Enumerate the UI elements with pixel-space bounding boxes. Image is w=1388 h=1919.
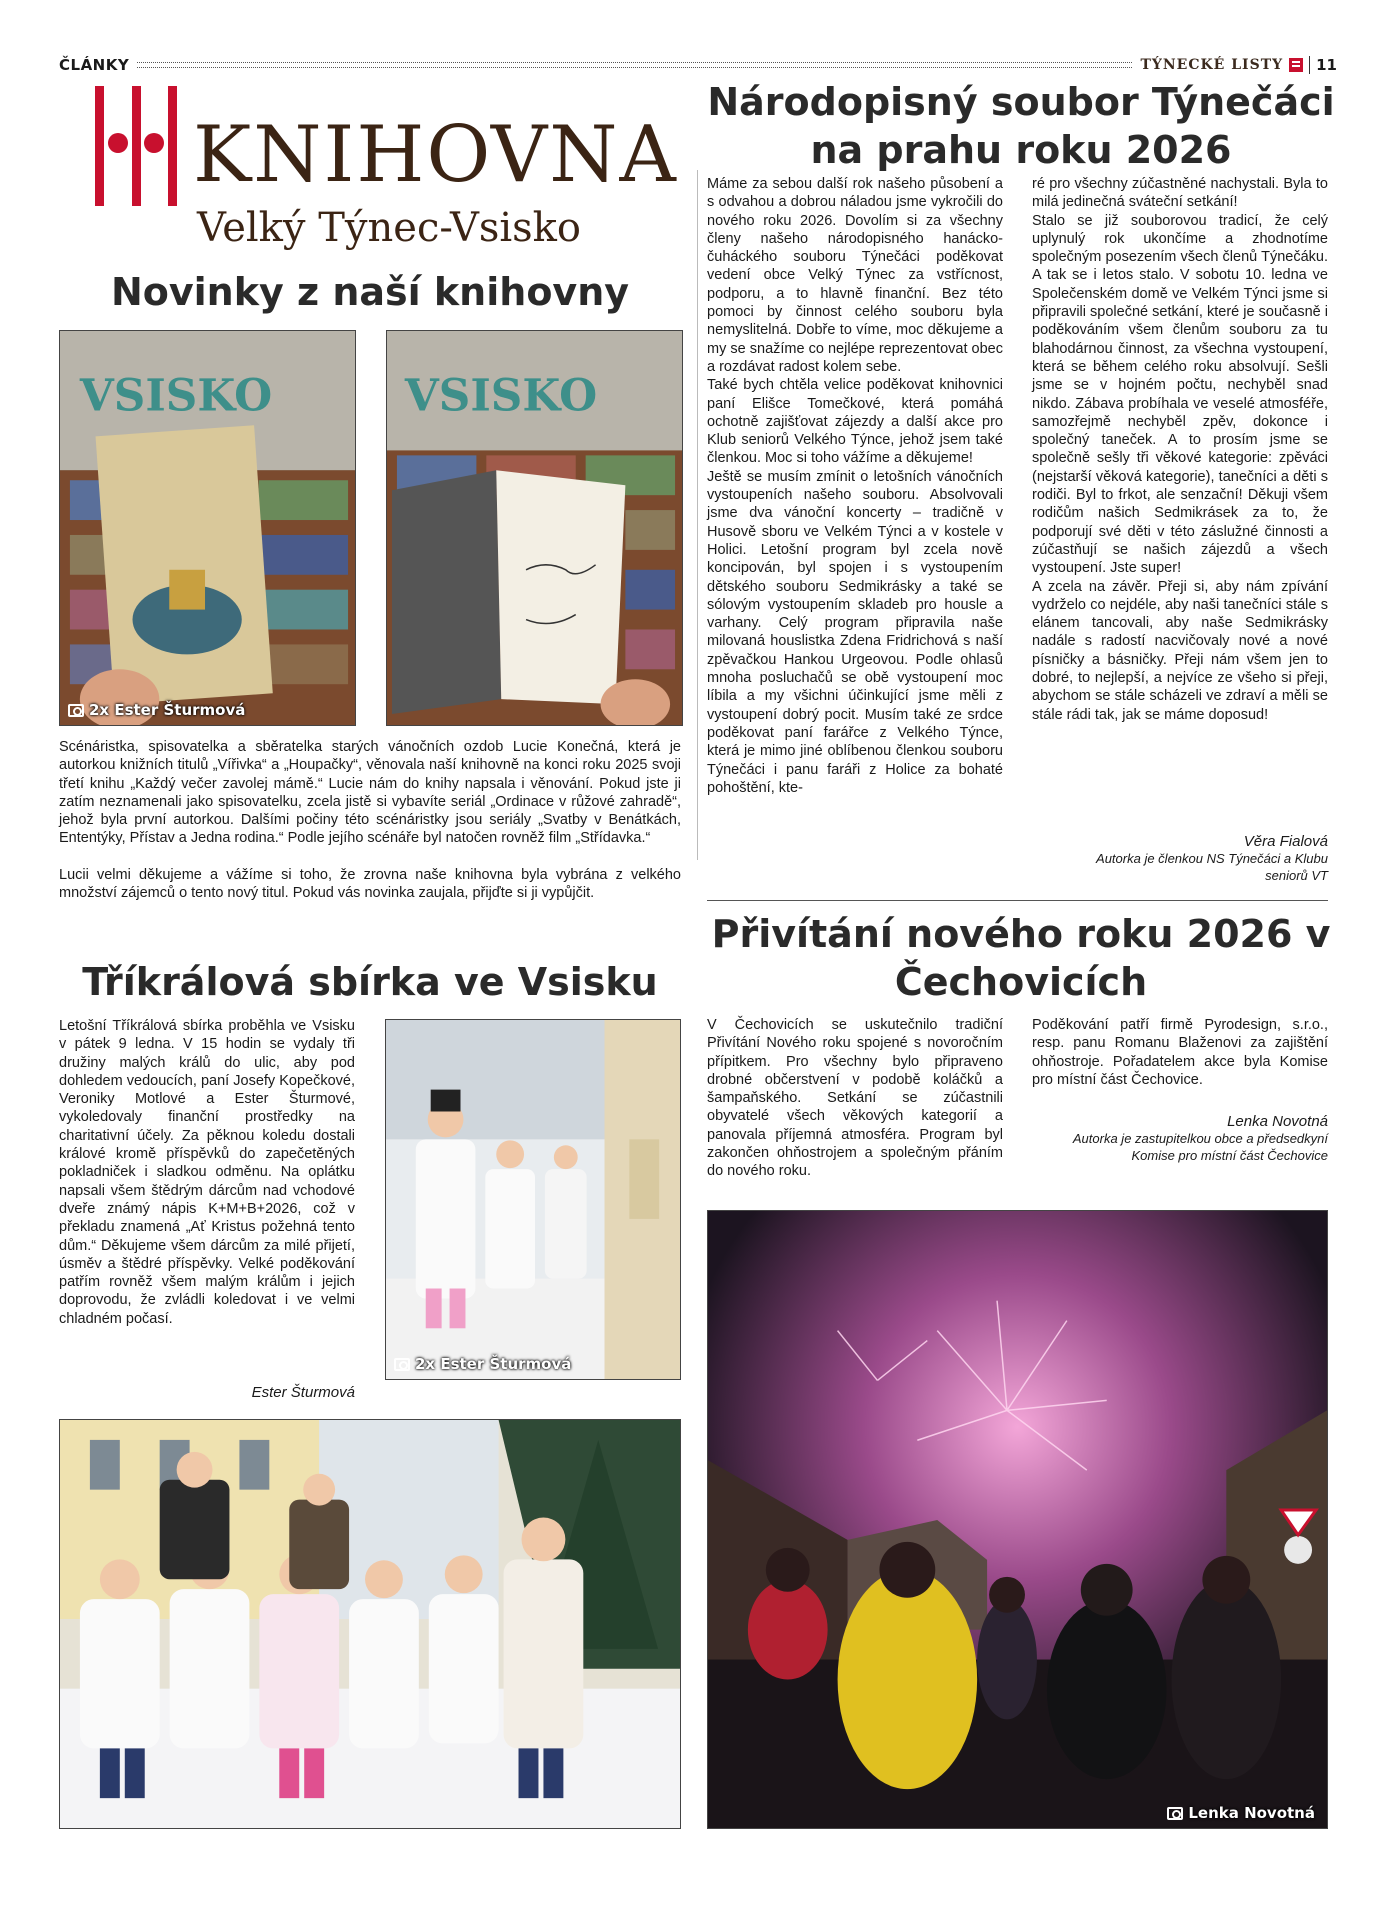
- library-sign-right: VSISKO: [404, 370, 598, 422]
- library-logo: [95, 86, 678, 256]
- column-rule: [697, 170, 698, 860]
- newyear-author: Lenka Novotná: [1227, 1113, 1328, 1130]
- kings-photo-doorway: [385, 1019, 681, 1380]
- folk-column-1: [707, 175, 1003, 797]
- header-separator: [1309, 56, 1310, 74]
- paper-name: TÝNECKÉ LISTY: [1140, 57, 1284, 73]
- library-photo-dedication: [386, 330, 683, 726]
- kings-article-title: Tříkrálová sbírka ve Vsisku: [82, 960, 658, 1004]
- kings-photo-group: [59, 1419, 681, 1829]
- folk-author-role: Autorka je členkou NS Týnečáci a Klubu seniorů VT: [1096, 851, 1328, 883]
- folk-paragraph: Ještě se musím zmínit o letošních vánočních vystoupeních našeho souboru. Absolvovali jsme dva vánoční koncerty – tradičně v Husově sboru ve Velkém Týnci a v kostele v Holici. Letošní program byl zcela nově koncipován, byl spojen i s vystoupením dětského souboru Sedmikrásky a také se sólovým vystoupením skladeb pro housle a varhany. Celý program připravila naše milovaná houslistka Zdena Fridrichová s naší zpěvačkou Hankou Urgeovou. Podle ohlasů mnoha posluchačů se obě vystoupení moc líbila a my všichni účinkující jsme měli z vystoupení dobrý pocit. Musím také ze srdce poděkovat paní farářce z Velkého Týnce, která je mimo jiné oblíbenou členkou souboru Týnečáci i panu faráři z Holice za bohaté pohoštění, kte-: [707, 468, 1003, 796]
- camera-icon: [68, 704, 84, 717]
- page-number: 11: [1316, 56, 1337, 74]
- library-sign-left: VSISKO: [79, 370, 273, 422]
- library-photo-book-cover: [59, 330, 356, 726]
- folk-author: Věra Fialová: [1243, 833, 1328, 850]
- folk-paragraph: ré pro všechny zúčastněné nachystali. Byla to milá jedinečná sváteční setkání!: [1032, 176, 1328, 211]
- newyear-article-title: Přivítání nového roku 2026 v Čechovicích: [711, 912, 1331, 1004]
- folk-paragraph: Stalo se již souborovou tradicí, že celý uplynulý rok ukončíme a zhodnotíme společným posezením všech členů Týnečáku. A tak se i letos stalo. V sobotu 10. ledna ve Společenském domě ve Velkém Týnci jsme si připravili společné setkání, které je současně i poděkováním všem členům souboru za tu blahodárnou činnost, za všechna vystoupení, která se během celého roku absolvují. Sešli jsme se v hojném počtu, nechyběl snad nikdo. Zábava probíhala ve veselé atmosféře, samozřejmě nechyběl zpěv, dokonce i společný taneček. A to prosím jsme se společně sešly tři věkové kategorie: zpěváci (nejstarší věková kategorie), tanečníci a děti s rodiči. Byl to frkot, ale senzační! Děkuji všem rodičům našich Sedmikrásek za to, že podporují své děti v této záslužné činnosti a zúčastňují se našich zájezdů a všech vystoupení. Jste super!: [1032, 212, 1328, 577]
- section-divider: [707, 900, 1328, 901]
- library-article-body: [59, 738, 681, 902]
- folk-article-title: Národopisný soubor Týnečáci na prahu roku 2026: [707, 80, 1335, 172]
- page-header: [59, 54, 1337, 76]
- library-logo-word: KNIHOVNA: [193, 110, 678, 200]
- camera-icon: [1167, 1807, 1183, 1820]
- section-label: ČLÁNKY: [59, 56, 130, 74]
- kings-photo-credit: 2x Ester Šturmová: [394, 1355, 571, 1373]
- newyear-column-2: Poděkování patří firmě Pyrodesign, s.r.o., resp. panu Romanu Blaženovi za zajištění ohňostroje. Pořadatelem akce byla Komise pro místní část Čechovice.: [1032, 1017, 1328, 1088]
- library-logo-mark-icon: [95, 86, 177, 206]
- folk-paragraph: A zcela na závěr. Přeji si, aby nám zpívání vydrželo co nejdéle, aby naši tanečníci stále s elánem tancovali, aby naše Sedmikrásky nadále s radostí nacvičovaly nové a nové písničky a básničky. Přeji nám všem jen to dobré, to nejlepší, a nejvíce ze všeho si přeji, abychom se stále scházeli ve zdraví a měli se stále rádi tak, jak se máme doposud!: [1032, 578, 1328, 723]
- newyear-column-1: V Čechovicích se uskutečnilo tradiční Přivítání Nového roku spojené s novoročním přípitkem. Pro všechny bylo připraveno drobné občerstvení v podobě koláčků a šampaňského. Setkání se zúčastnili obyvatelé všech věkových kategorií a panovala příjemná atmosféra. Program byl zakončen ohňostrojem a společným přáním do nového roku.: [707, 1017, 1003, 1180]
- library-photo-credit: 2x Ester Šturmová: [68, 701, 245, 719]
- newyear-photo-credit: Lenka Novotná: [1167, 1804, 1315, 1822]
- library-paragraph: Scénáristka, spisovatelka a sběratelka starých vánočních ozdob Lucie Konečná, která je autorkou knižních titulů „Vířivka“ a „Houpačky“, věnovala naší knihovně na konci roku 2025 svoji třetí knihu „Každý večer zavolej mámě.“ Lucie nám do knihy napsala i věnování. Pokud jste ji zatím neznamenali jako spisovatelku, zcela jistě si vybavíte seriál „Ordinace v růžové zahradě“, jehož byla první autorkou. Dalšími počiny této scénáristky jsou seriály „Svatby v Benátkách, Ententýky, Přístav a Jedna rodina.“ Podle jejího scénáře byl natočen rovněž film „Střídavka.“: [59, 739, 681, 847]
- library-paragraph: Lucii velmi děkujeme a vážíme si toho, že zrovna naše knihovna byla vybrána z velkého množství zájemců o tento nový titul. Pokud vás novinka zaujala, přijďte si ji vypůjčit.: [59, 866, 681, 902]
- folk-author-block: [1062, 833, 1328, 884]
- folk-paragraph: Máme za sebou další rok našeho působení a s odvahou a dobrou náladou jsme vykročili do nového roku 2026. Dovolím si za všechny členy našeho národopisného hanácko-čuháckého souboru Týnečáci poděkovat vedení obce Velký Týnec za vstřícnost, podporu, a to hlavně finanční. Bez této pomoci by činnost celého souboru byla nemyslitelná. Dobře to víme, moc děkujeme a my se snažíme co nejlépe reprezentovat obec a rozdávat radost kolem sebe.: [707, 176, 1003, 375]
- camera-icon: [394, 1358, 410, 1371]
- newyear-author-role: Autorka je zastupitelkou obce a předsedkyní Komise pro místní část Čechovice: [1072, 1131, 1328, 1163]
- kings-article-body: Letošní Tříkrálová sbírka proběhla ve Vsisku v pátek 9 ledna. V 15 hodin se vydaly tři družiny malých králů do ulic, aby pod dohledem vedoucích, paní Josefy Kopečkové, Veroniky Motlové a Ester Šturmové, vykoledovaly finanční prostředky na charitativní účely. Za pěknou koledu dostali králové kromě příspěvků do zapečetěných pokladniček i sladkou odměnu. Na oplátku napsali všem štědrým dárcům nad vchodové dveře známý nápis K+M+B+2026, což v překladu znamená „Ať Kristus požehná tento dům.“ Děkujeme všem dárcům za milé přijetí, úsměv a štědré příspěvky. Velké poděkování patřím rovněž všem malým králům i jejich doprovodu, že zvládli koledovat i ve velmi chladném počasí.: [59, 1018, 355, 1327]
- kings-author: Ester Šturmová: [251, 1384, 355, 1401]
- library-logo-subtitle: Velký Týnec-Vsisko: [197, 205, 582, 251]
- newyear-author-block: [1032, 1113, 1328, 1164]
- paper-logo-icon: [1289, 58, 1303, 72]
- newyear-photo-fireworks: [707, 1210, 1328, 1829]
- folk-column-2: [1032, 175, 1328, 724]
- library-article-title: Novinky z naší knihovny: [110, 270, 630, 314]
- folk-paragraph: Také bych chtěla velice poděkovat knihovnici paní Elišce Tomečkové, která pomáhá ochotně zajišťovat zájezdy a další akce pro Klub seniorů Velkého Týnce, jehož jsem také členkou. Moc si toho vážíme a děkujeme!: [707, 377, 1003, 467]
- header-rule: [137, 62, 1132, 68]
